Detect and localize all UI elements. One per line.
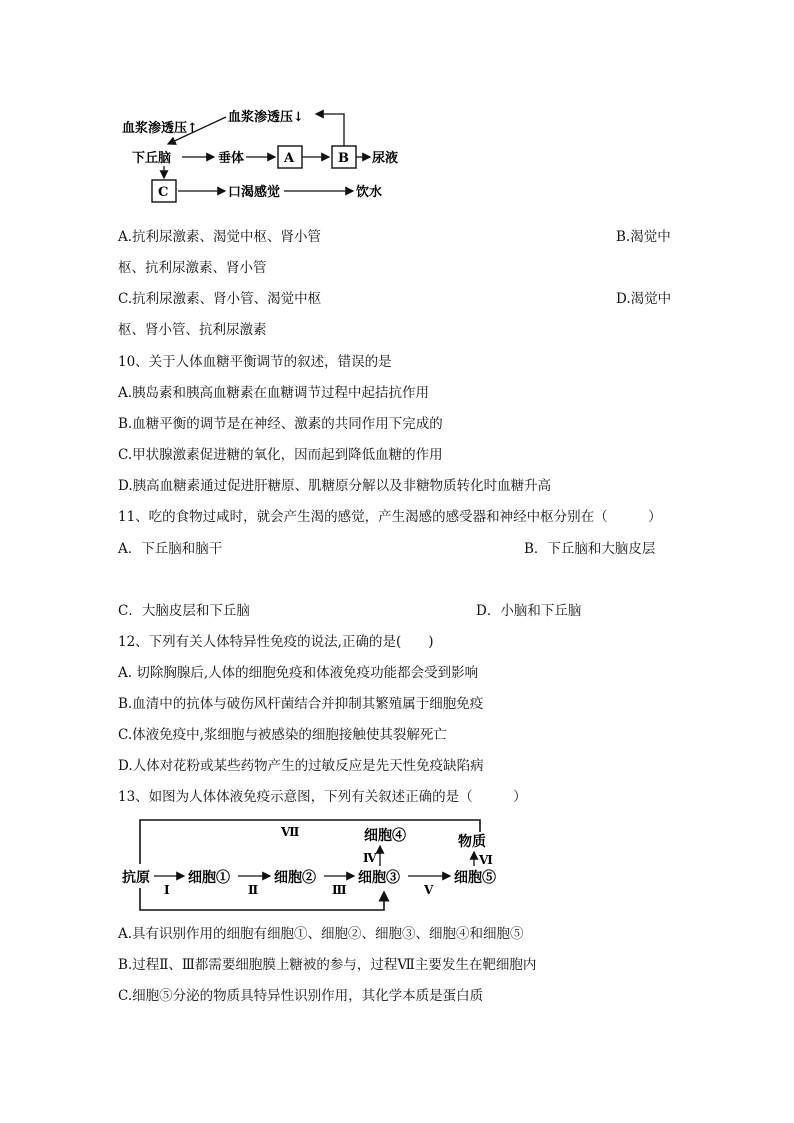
cell5-label: 细胞⑤: [454, 870, 496, 886]
q12-option-b: B.血清中的抗体与破伤风杆菌结合并抑制其繁殖属于细胞免疫: [118, 696, 484, 712]
loop-bottom-line: [140, 888, 384, 910]
process-iii-label: Ⅲ: [332, 883, 347, 897]
process-i-label: Ⅰ: [164, 883, 170, 897]
urine-label: 尿液: [372, 151, 399, 166]
q12-stem: 12、下列有关人体特异性免疫的说法,正确的是( ): [118, 634, 434, 650]
box-b-label: B: [338, 151, 349, 166]
q10-option-c: C.甲状腺激素促进糖的氧化，因而起到降低血糖的作用: [118, 447, 443, 463]
q11-option-a: A．下丘脑和脑干: [118, 541, 223, 557]
q11-option-c: C．大脑皮层和下丘脑: [118, 603, 250, 619]
cell2-label: 细胞②: [274, 870, 316, 886]
cell4-label: 细胞④: [364, 828, 406, 844]
water-balance-diagram: [118, 104, 418, 208]
process-v-label: Ⅴ: [424, 883, 434, 897]
process-ii-label: Ⅱ: [248, 883, 259, 897]
q11-option-b: B．下丘脑和大脑皮层: [524, 541, 656, 557]
box-c-label: C: [158, 185, 169, 200]
cell1-label: 细胞①: [188, 870, 230, 886]
q13-stem: 13、如图为人体体液免疫示意图，下列有关叙述正确的是（ ）: [118, 789, 527, 805]
q13-option-c: C.细胞⑤分泌的物质具特异性识别作用，其化学本质是蛋白质: [118, 988, 484, 1004]
drink-label: 饮水: [356, 185, 383, 200]
plasma-osmotic-down-label: 血浆渗透压↓: [228, 110, 304, 125]
hypothalamus-label: 下丘脑: [132, 151, 172, 166]
plasma-osmotic-up-label: 血浆渗透压↑: [122, 121, 198, 136]
q10-option-a: A.胰岛素和胰高血糖素在血糖调节过程中起拮抗作用: [118, 385, 430, 401]
q9-option-b-part2: 枢、抗利尿激素、肾小管: [118, 260, 267, 276]
cell3-label: 细胞③: [358, 870, 400, 886]
process-iv-label: Ⅳ: [363, 851, 377, 865]
q9-option-a: A.抗利尿激素、渴觉中枢、肾小管: [118, 229, 322, 245]
antigen-label: 抗原: [122, 870, 150, 886]
q12-option-c: C.体液免疫中,浆细胞与被感染的细胞接触使其裂解死亡: [118, 727, 447, 743]
box-a-label: A: [284, 151, 295, 166]
q13-option-b: B.过程Ⅱ、Ⅲ都需要细胞膜上糖被的参与，过程Ⅶ主要发生在靶细胞内: [118, 957, 537, 973]
q12-option-a: A. 切除胸腺后,人体的细胞免疫和体液免疫功能都会受到影响: [118, 665, 479, 681]
q9-option-d-part1: D.渴觉中: [616, 291, 672, 307]
substance-label: 物质: [458, 834, 486, 850]
q13-option-a: A.具有识别作用的细胞有细胞①、细胞②、细胞③、细胞④和细胞⑤: [118, 926, 524, 942]
q9-option-b-part1: B.渴觉中: [616, 229, 671, 245]
q12-option-d: D.人体对花粉或某些药物产生的过敏反应是先天性免疫缺陷病: [118, 758, 484, 774]
q11-option-d: D．小脑和下丘脑: [476, 603, 582, 619]
thirst-label: 口渴感觉: [228, 185, 281, 200]
q11-stem: 11、吃的食物过咸时，就会产生渴的感觉，产生渴感的感受器和神经中枢分别在（ ）: [118, 509, 662, 525]
pituitary-label: 垂体: [218, 151, 245, 166]
q9-option-d-part2: 枢、肾小管、抗利尿激素: [118, 322, 267, 338]
q9-option-c: C.抗利尿激素、肾小管、渴觉中枢: [118, 291, 322, 307]
q10-option-d: D.胰高血糖素通过促进肝糖原、肌糖原分解以及非糖物质转化时血糖升高: [118, 478, 552, 494]
q10-option-b: B.血糖平衡的调节是在神经、激素的共同作用下完成的: [118, 416, 443, 432]
process-vi-label: Ⅵ: [479, 853, 493, 867]
process-vii-label: Ⅶ: [281, 825, 300, 839]
arrow-b-feedback: [316, 114, 344, 146]
loop-vii-line: [140, 820, 480, 864]
q10-stem: 10、关于人体血糖平衡调节的叙述，错误的是: [118, 354, 392, 370]
humoral-immunity-diagram: [118, 814, 518, 918]
